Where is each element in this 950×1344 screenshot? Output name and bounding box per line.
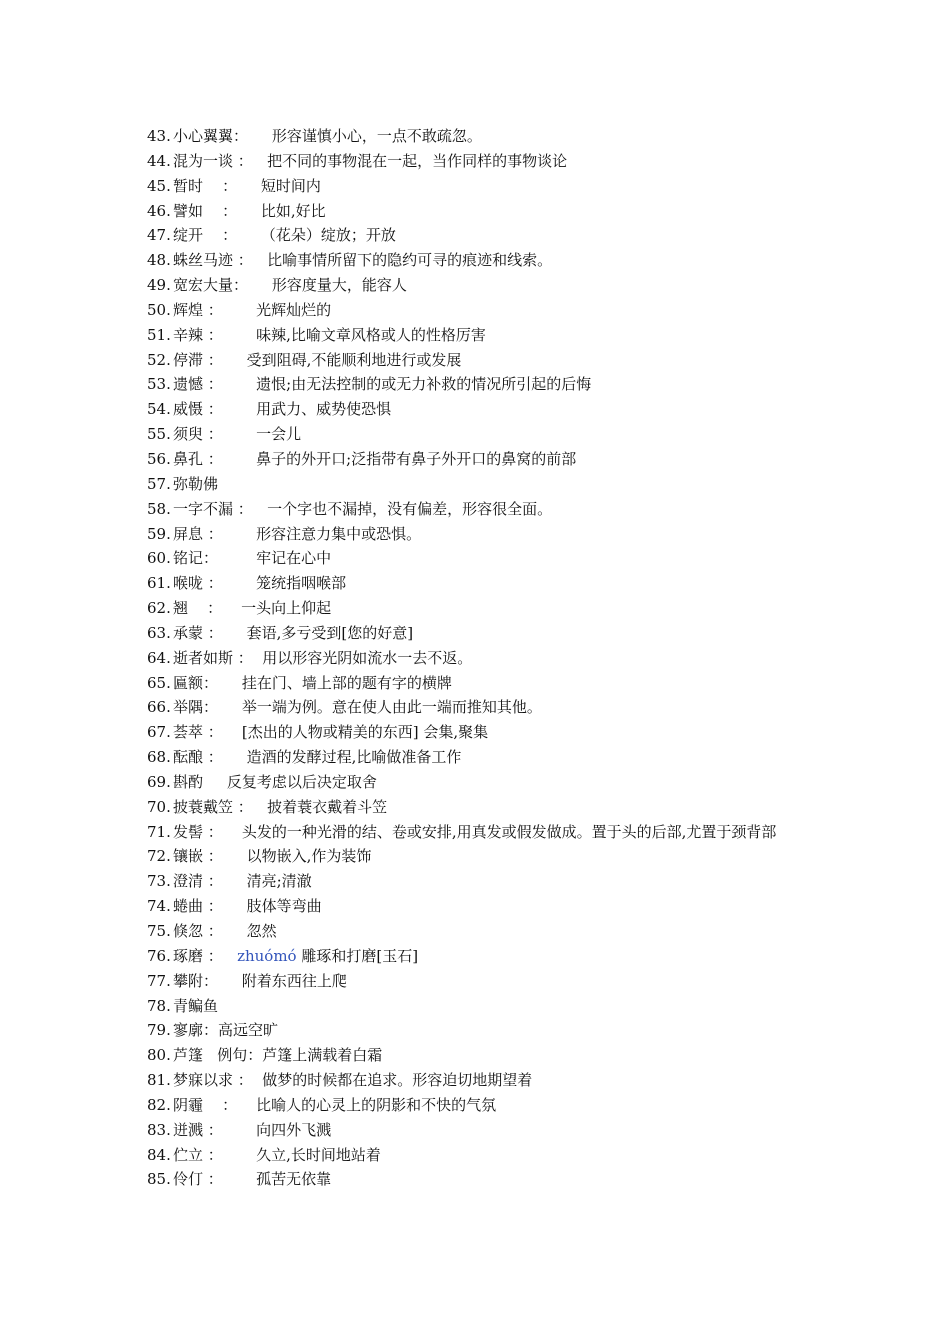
entry-definition: 逝者如斯 ： 用以形容光阴如流水一去不返。: [173, 648, 473, 667]
entry-definition: 伫立 ： 久立,长时间地站着: [173, 1145, 381, 1164]
vocabulary-entry: [147, 1118, 817, 1143]
vocabulary-entry: [147, 646, 817, 671]
entry-definition-continued: 雕琢和打磨[玉石]: [296, 946, 419, 965]
vocabulary-entry: [147, 248, 817, 273]
entry-definition: 披蓑戴笠 ： 披着蓑衣戴着斗笠: [173, 797, 388, 816]
entry-number: 78.: [147, 996, 171, 1015]
vocabulary-entry: [147, 522, 817, 547]
vocabulary-entry: [147, 795, 817, 820]
entry-text: [173, 372, 817, 397]
vocabulary-entry: [147, 298, 817, 323]
vocabulary-entry: [147, 596, 817, 621]
entry-text: [173, 248, 817, 273]
vocabulary-entry: [147, 1068, 817, 1093]
entry-number: 80.: [147, 1046, 171, 1065]
vocabulary-entry: [147, 497, 817, 522]
entry-number: 73.: [147, 872, 171, 891]
entry-definition: 梦寐以求 ： 做梦的时候都在追求。形容迫切地期望着: [173, 1071, 533, 1090]
vocabulary-entry: [147, 174, 817, 199]
vocabulary-entry: [147, 571, 817, 596]
entry-number: 65.: [147, 673, 171, 692]
entry-definition: 斟酌 反复考虑以后决定取舍: [173, 772, 377, 791]
vocabulary-entry: [147, 1018, 817, 1043]
entry-number: 83.: [147, 1120, 171, 1139]
entry-number: 69.: [147, 772, 171, 791]
entry-number: 58.: [147, 499, 171, 518]
vocabulary-entry: [147, 869, 817, 894]
entry-definition: 停滞 ： 受到阻碍,不能顺利地进行或发展: [173, 350, 462, 369]
entry-text: [173, 497, 817, 522]
entry-text: [173, 522, 817, 547]
entry-number: 79.: [147, 1021, 171, 1040]
entry-definition: 譬如 ： 比如,好比: [173, 201, 326, 220]
entry-definition: 铭记： 牢记在心中: [173, 549, 332, 568]
entry-definition: 荟萃 ： [杰出的人物或精美的东西] 会集,聚集: [173, 723, 489, 742]
entry-number: 81.: [147, 1071, 171, 1090]
entry-text: [173, 1043, 817, 1068]
entry-number: 68.: [147, 748, 171, 767]
entry-text: [173, 969, 817, 994]
entry-text: [173, 472, 817, 497]
entry-text: [173, 1068, 817, 1093]
vocabulary-entry: [147, 223, 817, 248]
entry-number: 74.: [147, 897, 171, 916]
entry-number: 54.: [147, 400, 171, 419]
entry-definition: 蜷曲 ： 肢体等弯曲: [173, 897, 322, 916]
vocabulary-entry: [147, 397, 817, 422]
entry-text: [173, 124, 817, 149]
entry-definition: 匾额： 挂在门、墙上部的题有字的横牌: [173, 673, 452, 692]
entry-text: [173, 671, 817, 696]
entry-number: 56.: [147, 449, 171, 468]
entry-text: [173, 869, 817, 894]
entry-definition: 迸溅 ： 向四外飞溅: [173, 1120, 332, 1139]
entry-definition: 宽宏大量： 形容度量大，能容人: [173, 276, 407, 295]
entry-number: 43.: [147, 127, 171, 145]
entry-number: 66.: [147, 698, 171, 717]
vocabulary-entry: [147, 621, 817, 646]
entry-definition: 鼻孔 ： 鼻子的外开口;泛指带有鼻子外开口的鼻窝的前部: [173, 449, 577, 468]
entry-text: [173, 596, 817, 621]
vocabulary-entry: [147, 969, 817, 994]
entry-definition: 酝酿 ： 造酒的发酵过程,比喻做准备工作: [173, 748, 462, 767]
entry-definition: 绽开 ： （花朵）绽放；开放: [173, 226, 396, 245]
entry-number: 44.: [147, 151, 171, 170]
vocabulary-entry: [147, 124, 817, 149]
entry-definition: 攀附： 附着东西往上爬: [173, 971, 347, 990]
entry-text: [173, 1118, 817, 1143]
entry-definition: 小心翼翼： 形容谨慎小心，一点不敢疏忽。: [173, 127, 482, 145]
entry-number: 48.: [147, 251, 171, 270]
entry-text: [173, 273, 817, 298]
entry-definition: 暂时 ： 短时间内: [173, 176, 321, 195]
vocabulary-entry: [147, 944, 817, 969]
vocabulary-entry: [147, 372, 817, 397]
entry-text: [173, 223, 817, 248]
entry-text: [173, 795, 817, 820]
entry-definition: 辉煌 ： 光辉灿烂的: [173, 300, 332, 319]
entry-number: 85.: [147, 1170, 171, 1189]
entry-number: 57.: [147, 474, 171, 493]
entry-text: [173, 621, 817, 646]
entry-number: 45.: [147, 176, 171, 195]
entry-number: 75.: [147, 922, 171, 940]
entry-number: 77.: [147, 971, 171, 990]
entry-text: [173, 745, 817, 770]
entry-number: 52.: [147, 350, 171, 369]
entry-text: [173, 695, 817, 720]
entry-text: [173, 894, 817, 919]
entry-number: 60.: [147, 549, 171, 568]
vocabulary-entry: [147, 720, 817, 745]
vocabulary-entry: [147, 273, 817, 298]
entry-text: [173, 1167, 817, 1192]
entry-number: 71.: [147, 822, 171, 841]
entry-number: 55.: [147, 425, 171, 444]
entry-definition: 须臾 ： 一会儿: [173, 425, 302, 444]
vocabulary-entry: [147, 994, 817, 1019]
entry-text: [173, 1093, 817, 1118]
entry-number: 70.: [147, 797, 171, 816]
entry-definition: 辛辣 ： 味辣,比喻文章风格或人的性格厉害: [173, 325, 486, 344]
entry-number: 59.: [147, 524, 171, 543]
entry-definition: 承蒙 ： 套语,多亏受到[您的好意]: [173, 623, 414, 642]
vocabulary-entry: [147, 422, 817, 447]
entry-text: [173, 397, 817, 422]
vocabulary-entry: [147, 546, 817, 571]
entry-text: [173, 149, 817, 174]
entry-number: 76.: [147, 946, 171, 965]
vocabulary-entry: [147, 447, 817, 472]
vocabulary-entry: [147, 820, 817, 845]
entry-definition: 芦篷 例句：芦篷上满载着白霜: [173, 1046, 383, 1065]
entry-text: [173, 323, 817, 348]
vocabulary-list: [147, 124, 817, 1192]
entry-number: 61.: [147, 574, 171, 593]
entry-text: [173, 770, 817, 795]
vocabulary-entry: [147, 1167, 817, 1192]
entry-number: 72.: [147, 847, 171, 866]
vocabulary-entry: [147, 323, 817, 348]
entry-definition: 遗憾 ： 遗恨;由无法控制的或无力补救的情况所引起的后悔: [173, 375, 592, 394]
vocabulary-entry: [147, 472, 817, 497]
entry-definition: 翘 ： 一头向上仰起: [173, 599, 332, 618]
entry-definition: 混为一谈 ： 把不同的事物混在一起，当作同样的事物谈论: [173, 151, 568, 170]
entry-number: 50.: [147, 300, 171, 319]
entry-definition: 琢磨 ：: [173, 946, 238, 965]
entry-definition: 弥勒佛: [173, 474, 219, 493]
entry-definition: 阴霾 ： 比喻人的心灵上的阴影和不快的气氛: [173, 1095, 497, 1114]
entry-text: [173, 1143, 817, 1168]
entry-definition: 倏忽 ： 忽然: [173, 922, 277, 940]
vocabulary-entry: [147, 1043, 817, 1068]
entry-text: [173, 571, 817, 596]
entry-text: [173, 820, 817, 845]
entry-number: 47.: [147, 226, 171, 245]
entry-number: 84.: [147, 1145, 171, 1164]
entry-definition: 举隅： 举一端为例。意在使人由此一端而推知其他。: [173, 698, 542, 717]
entry-pinyin: zhuómó: [237, 946, 297, 965]
entry-text: [173, 944, 817, 969]
entry-text: [173, 546, 817, 571]
entry-definition: 澄清 ： 清亮;清澈: [173, 872, 312, 891]
entry-number: 49.: [147, 276, 171, 295]
entry-text: [173, 422, 817, 447]
entry-text: [173, 174, 817, 199]
entry-text: [173, 447, 817, 472]
entry-text: [173, 1018, 817, 1043]
entry-number: 46.: [147, 201, 171, 220]
entry-number: 62.: [147, 599, 171, 618]
entry-text: [173, 646, 817, 671]
entry-definition: 一字不漏 ： 一个字也不漏掉，没有偏差，形容很全面。: [173, 499, 553, 518]
entry-text: [173, 844, 817, 869]
entry-text: [173, 720, 817, 745]
vocabulary-entry: [147, 199, 817, 224]
entry-definition: 屏息 ： 形容注意力集中或恐惧。: [173, 524, 422, 543]
vocabulary-entry: [147, 348, 817, 373]
vocabulary-entry: [147, 745, 817, 770]
vocabulary-entry: [147, 770, 817, 795]
entry-number: 67.: [147, 723, 171, 742]
entry-definition: 发髻 ： 头发的一种光滑的结、卷或安排,用真发或假发做成。置于头的后部,尤置于颈背部: [173, 822, 777, 841]
entry-number: 82.: [147, 1095, 171, 1114]
entry-definition: 伶仃 ： 孤苦无依靠: [173, 1170, 332, 1189]
entry-number: 51.: [147, 325, 171, 344]
vocabulary-entry: [147, 844, 817, 869]
vocabulary-entry: [147, 919, 817, 944]
entry-definition: 喉咙 ： 笼统指咽喉部: [173, 574, 347, 593]
entry-definition: 寥廓：高远空旷: [173, 1021, 279, 1040]
entry-definition: 镶嵌 ： 以物嵌入,作为装饰: [173, 847, 372, 866]
entry-definition: 青鳊鱼: [173, 996, 219, 1015]
vocabulary-entry: [147, 149, 817, 174]
entry-number: 63.: [147, 623, 171, 642]
vocabulary-entry: [147, 695, 817, 720]
entry-definition: 威慑 ： 用武力、威势使恐惧: [173, 400, 392, 419]
entry-definition: 蛛丝马迹 ： 比喻事情所留下的隐约可寻的痕迹和线索。: [173, 251, 553, 270]
entry-text: [173, 919, 817, 944]
vocabulary-entry: [147, 1143, 817, 1168]
entry-text: [173, 298, 817, 323]
entry-text: [173, 994, 817, 1019]
entry-text: [173, 199, 817, 224]
vocabulary-entry: [147, 1093, 817, 1118]
vocabulary-entry: [147, 671, 817, 696]
entry-text: [173, 348, 817, 373]
entry-number: 53.: [147, 375, 171, 394]
entry-number: 64.: [147, 648, 171, 667]
vocabulary-entry: [147, 894, 817, 919]
